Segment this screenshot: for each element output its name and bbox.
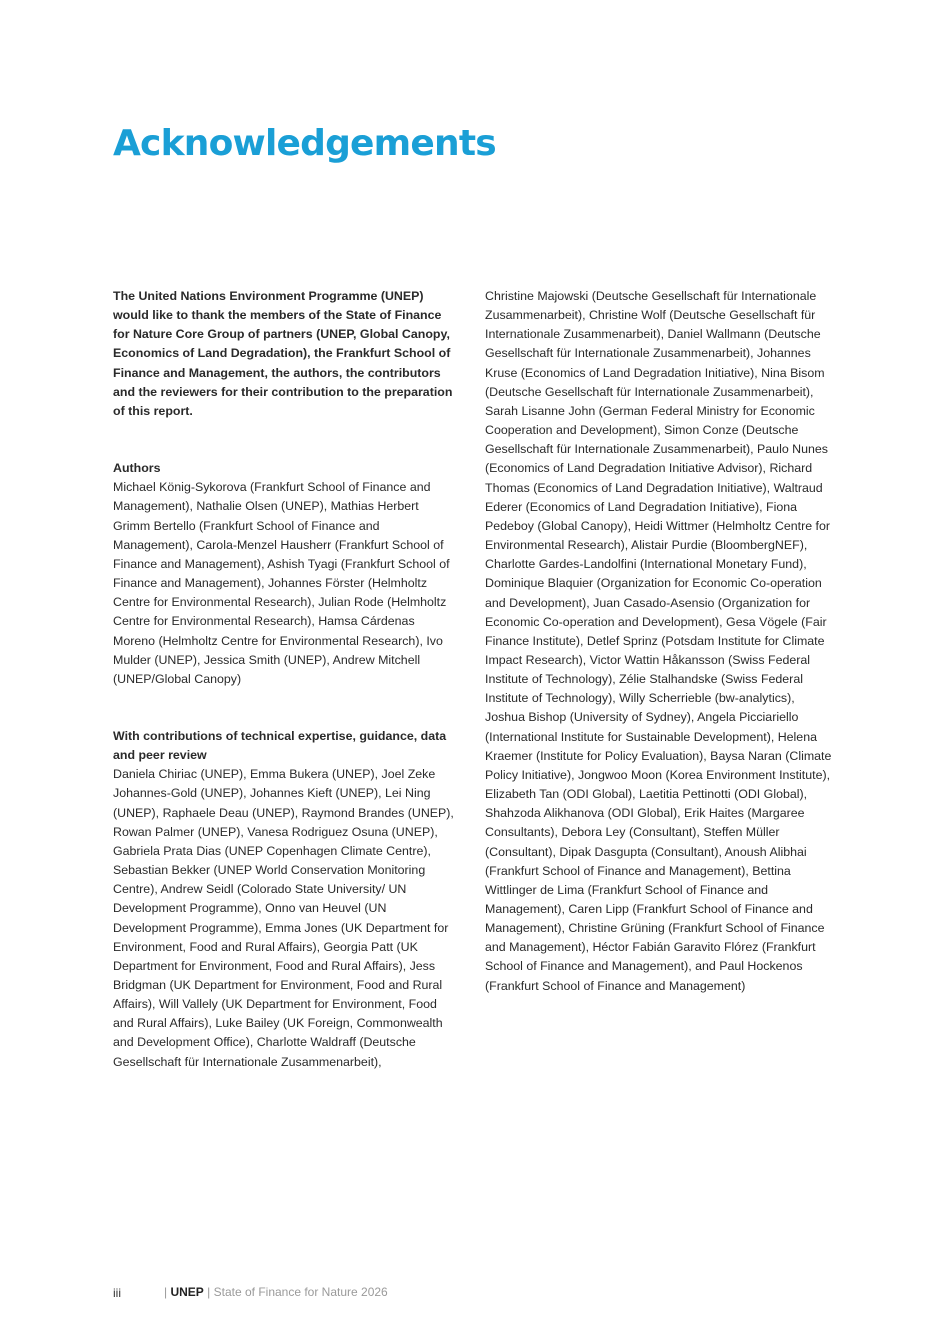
page-number: iii <box>113 1286 121 1300</box>
page-title: Acknowledgements <box>113 123 496 164</box>
authors-heading: Authors <box>113 461 161 476</box>
page-footer <box>0 1283 950 1301</box>
authors-list: Michael König-Sykorova (Frankfurt School of Finance and Management), Nathalie Olsen (UNEP), Mathias Herbert Grimm Bertello (Frankfurt School of Finance and Management), Carola-Menzel Hausherr (Frankfurt School of Finance and Management), Ashish Tyagi (Frankfurt School of Finance and Management), Johannes Förster (Helmholtz Centre for Environmental Research), Julian Rode (Helmholtz Centre for Environmental Research), Hamsa Cárdenas Moreno (Helmholtz Centre for Environmental Research), Ivo Mulder (UNEP), Jessica Smith (UNEP), Andrew Mitchell (UNEP/Global Canopy) <box>113 480 450 686</box>
footer-org-name: UNEP <box>170 1285 204 1299</box>
footer-report-title: State of Finance for Nature 2026 <box>213 1285 388 1299</box>
contributions-list-continued: Christine Majowski (Deutsche Gesellschaft für Internationale Zusammenarbeit), Christine Wolf (Deutsche Gesellschaft für Internationale Zusammenarbeit), Daniel Wallmann (Deutsche Gesellschaft für Internationale Zusammenarbeit), Johannes Kruse (Economics of Land Degradation Initiative), Nina Bisom (Deutsche Gesellschaft für Internationale Zusammenarbeit), Sarah Lisanne John (German Federal Ministry for Economic Cooperation and Development), Simon Conze (Deutsche Gesellschaft für Internationale Zusammenarbeit), Paulo Nunes (Economics of Land Degradation Initiative Advisor), Richard Thomas (Economics of Land Degradation Initiative), Waltraud Ederer (Economics of Land Degradation Initiative), Fiona Pedeboy (Global Canopy), Heidi Wittmer (Helmholtz Centre for Environmental Research), Alistair Purdie (BloombergNEF), Charlotte Gardes-Landolfini (International Monetary Fund), Dominique Blaquier (Organization for Economic Co-operation and Development), Juan Casado-Asensio (Organization for Economic Co-operation and Development), Gesa Vögele (Fair Finance Institute), Detlef Sprinz (Potsdam Institute for Climate Impact Research), Victor Wattin Håkansson (Swiss Federal Institute of Technology), Zélie Stalhandske (Swiss Federal Institute of Technology), Willy Scherrieble (bw-analytics), Joshua Bishop (University of Sydney), Angela Picciariello (International Institute for Sustainable Development), Helena Kraemer (Institute for Policy Evaluation), Baysa Naran (Climate Policy Initiative), Jongwoo Moon (Korea Environment Institute), Elizabeth Tan (ODI Global), Laetitia Pettinotti (ODI Global), Shahzoda Alikhanova (ODI Global), Erik Haites (Margaree Consultants), Debora Ley (Consultant), Steffen Müller (Consultant), Dipak Dasgupta (Consultant), Anoush Alibhai (Frankfurt School of Finance and Management), Bettina Wittlinger de Lima (Frankfurt School of Finance and Management), Caren Lipp (Frankfurt School of Finance and Management), Christine Grüning (Frankfurt School of Finance and Management), Héctor Fabián Garavito Flórez (Frankfurt School of Finance and Management), and Paul Hockenos (Frankfurt School of Finance and Management) <box>485 289 832 993</box>
footer-separator-left: | <box>164 1285 168 1299</box>
footer-separator-right: | <box>207 1285 211 1299</box>
left-column <box>113 287 459 1072</box>
intro-paragraph: The United Nations Environment Programme (UNEP) would like to thank the members of the State of Finance for Nature Core Group of partners (UNEP, Global Canopy, Economics of Land Degradation), the Frankfurt School of Finance and Management, the authors, the contributors and the reviewers for their contribution to the preparation of this report. <box>113 289 453 418</box>
right-column <box>485 287 833 996</box>
contributions-heading: With contributions of technical expertise, guidance, data and peer review <box>113 728 447 763</box>
footer-running-title <box>164 1283 388 1301</box>
contributions-list: Daniela Chiriac (UNEP), Emma Bukera (UNEP), Joel Zeke Johannes-Gold (UNEP), Johannes Kieft (UNEP), Lei Ning (UNEP), Raphaele Deau (UNEP), Raymond Brandes (UNEP), Rowan Palmer (UNEP), Vanesa Rodriguez Osuna (UNEP), Gabriela Prata Dias (UNEP Copenhagen Climate Centre), Sebastian Bekker (UNEP World Conservation Monitoring Centre), Andrew Seidl (Colorado State University/ UN Development Programme), Onno van Heuvel (UN Development Programme), Emma Jones (UK Department for Environment, Food and Rural Affairs), Georgia Patt (UK Department for Environment, Food and Rural Affairs), Jess Bridgman (UK Department for Environment, Food and Rural Affairs), Will Vallely (UK Department for Environment, Food and Rural Affairs), Luke Bailey (UK Foreign, Commonwealth and Development Office), Charlotte Waldraff (Deutsche Gesellschaft für Internationale Zusammenarbeit), <box>113 767 454 1069</box>
